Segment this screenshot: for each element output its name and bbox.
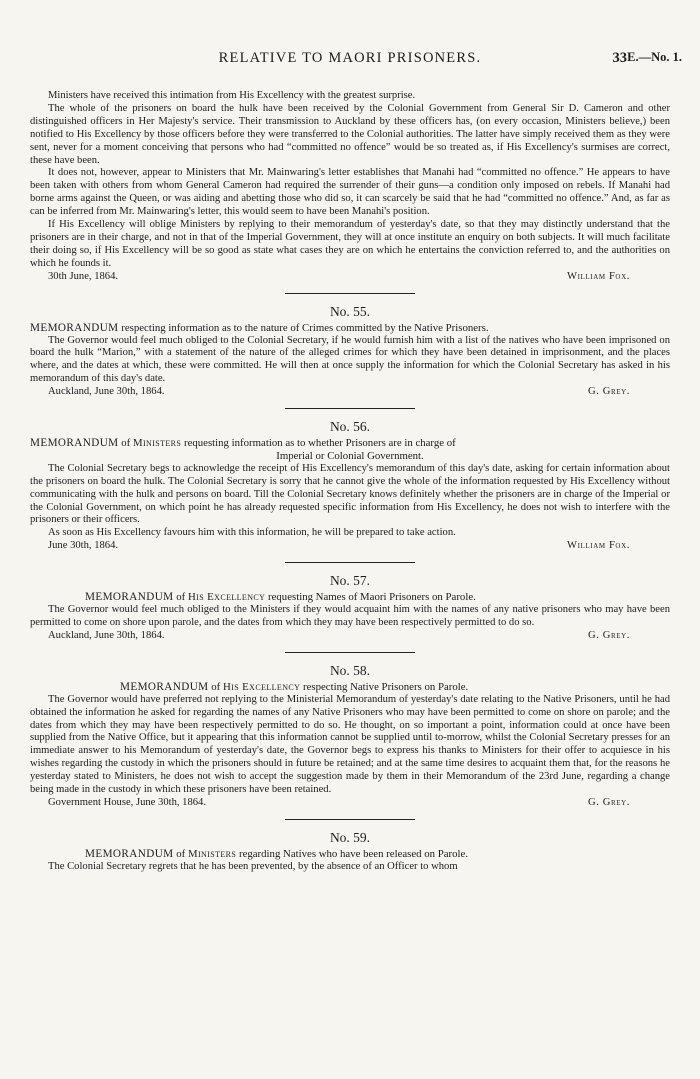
running-title: RELATIVE TO MAORI PRISONERS. — [218, 50, 482, 66]
memo-subject: requesting Names of Maori Prisoners on Parole. — [265, 591, 476, 604]
memo-56 — [30, 419, 670, 553]
memo-subject-continued: Imperial or Colonial Government. — [276, 449, 424, 462]
date-line: June 30th, 1864. — [48, 540, 119, 552]
signature-line — [30, 630, 670, 643]
memo-subject-part: of — [173, 591, 188, 604]
signature-line — [30, 271, 670, 284]
paragraph: If His Excellency will oblige Ministers by replying to their memorandum of yesterday's date, so that they may distinctly understand that the prisoners are in their charge, and not in that of the Imperial Government, they will at once institute an enquiry on both subjects. It will much facilitate their doing so, if His Excellency will be so good as state what cases they are on which he entertains the conviction referred to, and the authorities on which he founds it. — [30, 219, 670, 269]
document-number: No. 59. — [329, 829, 371, 845]
memo-subject-part: of — [208, 680, 223, 693]
memo-subject-part: of — [173, 847, 188, 860]
memo-heading — [30, 681, 670, 694]
date-line: Government House, June 30th, 1864. — [48, 796, 207, 808]
memo-author: His Excellency — [222, 680, 301, 693]
memo-heading — [30, 591, 670, 604]
document-number: No. 56. — [329, 419, 371, 435]
divider — [285, 652, 415, 653]
signature: William Fox. — [567, 540, 630, 552]
paragraph: As soon as His Excellency favours him with this information, he will be prepared to take action. — [48, 527, 456, 539]
memo-lead: MEMORANDUM — [85, 847, 174, 860]
signature-line — [30, 386, 670, 399]
document-number: No. 57. — [329, 573, 371, 589]
date-line: Auckland, June 30th, 1864. — [48, 629, 165, 641]
series-number: E.—No. 1. — [627, 50, 682, 64]
paragraph: The Governor would feel much obliged to the Colonial Secretary, if he would furnish him with a list of the natives who have been imprisoned on board the hulk “Marion,” with a statement of the nature of the alleged crimes for which they have been detained in imprisonment, and the places where, and the dates at which, these were committed. He will then at once supply the information for which the Colonial Secretary has asked in his memorandum of this day's date. — [30, 334, 670, 385]
memo-subject: respecting information as to the nature of Crimes committed by the Native Prisoners. — [118, 321, 489, 334]
date-line: Auckland, June 30th, 1864. — [48, 386, 165, 398]
divider — [285, 819, 415, 820]
memo-58 — [30, 663, 670, 810]
intro-section — [30, 90, 670, 284]
page-header — [30, 50, 682, 80]
memo-lead: MEMORANDUM — [30, 437, 119, 450]
date-line: 30th June, 1864. — [48, 270, 119, 282]
memo-heading — [30, 437, 670, 463]
memo-subject-part: of — [118, 437, 133, 450]
paragraph: It does not, however, appear to Ministers that Mr. Mainwaring's letter establishes that Manahi had “committed no offence.” He appears to have been taken with others from whom General Cameron had required the surrender of their guns—a condition only imposed on rebels. If Manahi had borne arms against the Queen, or was aiding and abetting those who did so, it can scarcely be said that he had “committed no offence.” And, as far as can be inferred from Mr. Mainwaring's letter, this would seem to have been Manahi's position. — [30, 167, 670, 218]
memo-author: Ministers — [187, 847, 237, 860]
divider — [285, 408, 415, 409]
paragraph: The Colonial Secretary regrets that he has been prevented, by the absence of an Officer to whom — [48, 860, 458, 872]
signature-line — [30, 540, 670, 553]
paragraph: Ministers have received this intimation from His Excellency with the greatest surprise. — [48, 90, 416, 101]
memo-lead: MEMORANDUM — [85, 591, 174, 604]
signature: G. Grey. — [587, 796, 630, 808]
paragraph: The whole of the prisoners on board the hulk have been received by the Colonial Government from General Sir D. Cameron and other distinguished officers in Her Majesty's service. Their transmission to Auckland by these officers has, (on every occasion, Ministers believe,) been notified to His Excellency by those officers before they were transferred to the Colonial authorities. The latter have simply received them as they were sent, never for a moment conceiving that persons who had “committed no offence” would be so treated as, if His Excellency's surmises are correct, these have been. — [30, 102, 670, 166]
memo-subject: respecting Native Prisoners on Parole. — [300, 680, 469, 693]
memo-author: His Excellency — [187, 591, 266, 604]
memo-author: Ministers — [132, 437, 182, 450]
paragraph: The Governor would have preferred not replying to the Ministerial Memorandum of yesterday's date relating to the Native Prisoners, until he had obtained the information he asked for regarding the names of any Native Prisoners who may have been permitted to come on shore on parole; and the dates from which they may have been respectively permitted to do so. He thought, on so important a point, information could at once have been supplied from the Native Office, but it appearing that this information cannot be supplied until to-morrow, whilst the Colonial Secretary presses for an immediate answer to his Memorandum of yesterday's date, the Governor begs to express his thanks to Ministers for their offer to acquiesce in his wishes regarding the custody in which the prisoners should in future be retained; and at the same time desires to acquaint them that, for the reasons he yesterday stated to Ministers, he does not wish to accept the suggestion made by them in their Memorandum of the 23rd June, regarding a change being made in the custody in which these prisoners have been retained. — [30, 693, 670, 796]
divider — [285, 293, 415, 294]
memo-lead: MEMORANDUM — [120, 680, 209, 693]
paragraph: The Governor would feel much obliged to the Ministers if they would acquaint him with the names of any native prisoners who may have been permitted to come on shore upon parole, and the dates from which they may have been respectively permitted to do so. — [30, 604, 670, 628]
signature: William Fox. — [567, 270, 630, 282]
memo-subject: regarding Natives who have been released on Parole. — [236, 847, 469, 860]
memo-lead: MEMORANDUM — [30, 321, 119, 334]
signature: G. Grey. — [587, 386, 630, 398]
memo-heading — [30, 322, 670, 335]
memo-57 — [30, 573, 670, 643]
signature-line — [30, 797, 670, 810]
memo-55 — [30, 304, 670, 399]
memo-subject: requesting information as to whether Prisoners are in charge of — [181, 437, 456, 450]
paragraph: The Colonial Secretary begs to acknowledge the receipt of His Excellency's memorandum of this day's date, asking for certain information about the prisoners on board the hulk. The Colonial Secretary is sorry that he cannot give the whole of the information requested by His Excellency without communicating with the hulk and persons on board. Till the Colonial Secretary knows definitely whether the prisoners are in charge of the Imperial or the Colonial Government, on which point he has already requested specific information from His Excellency, he does not wish to interfere with the prisoners or their officers. — [30, 462, 670, 526]
divider — [285, 562, 415, 563]
document-number: No. 55. — [329, 303, 371, 319]
document-number: No. 58. — [329, 662, 371, 678]
signature: G. Grey. — [587, 629, 630, 641]
document-page — [30, 0, 682, 874]
memo-59 — [30, 830, 670, 874]
page-number: 33 — [612, 50, 627, 66]
memo-heading — [30, 848, 670, 861]
